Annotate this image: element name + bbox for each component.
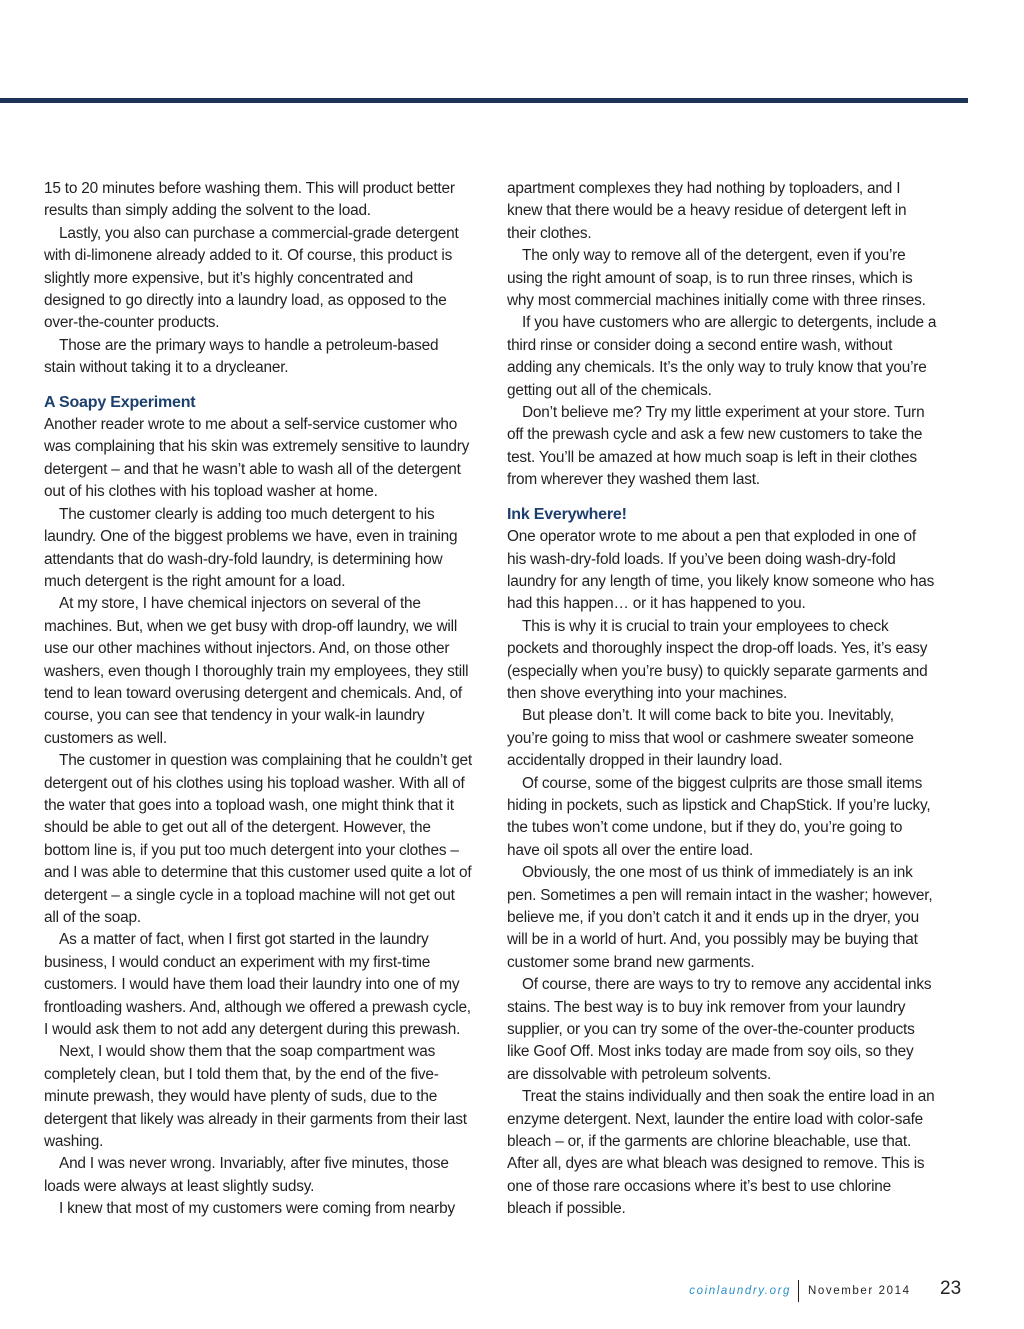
paragraph: This is why it is crucial to train your employees to check pockets and thoroughly inspect the drop-off loads. Yes, it’s easy (especially when you’re busy) to quickly separate garments and then shove everything into your machines.	[507, 617, 928, 702]
paragraph: Of course, some of the biggest culprits are those small items hiding in pockets, such as lipstick and ChapStick. If you’re lucky, the tubes won’t come undone, but if they do, you’re going to have oil spots all over the entire load.	[507, 774, 931, 859]
paragraph: Lastly, you also can purchase a commercial-grade detergent with di-limonene already added to it. Of course, this product is slightly more expensive, but it’s highly concentrated and designed to go directly into a laundry load, as opposed to the over-the-counter products.	[44, 224, 459, 332]
section-heading-ink-everywhere: Ink Everywhere!	[507, 505, 627, 523]
paragraph: Those are the primary ways to handle a petroleum-based stain without taking it to a drycleaner.	[44, 336, 439, 377]
section-heading-soapy-experiment: A Soapy Experiment	[44, 393, 196, 411]
left-column	[44, 178, 472, 1221]
paragraph: Treat the stains individually and then soak the entire load in an enzyme detergent. Next, launder the entire load with color-safe bleach – or, if the garments are chlorine bleachable, use that. After all, dyes are what bleach was designed to remove. This is one of those rare occasions where it’s best to use chlorine bleach if possible.	[507, 1088, 935, 1218]
paragraph: I knew that most of my customers were coming from nearby	[59, 1200, 455, 1218]
header-rule	[0, 98, 968, 103]
paragraph: One operator wrote to me about a pen that exploded in one of his wash-dry-fold loads. If you’ve been doing wash-dry-fold laundry for any length of time, you likely know someone who has had this happen… or it has happened to you.	[507, 528, 935, 613]
page-number: 23	[940, 1278, 962, 1299]
footer-site-link[interactable]: coinlaundry.org	[689, 1285, 791, 1297]
paragraph: apartment complexes they had nothing by toploaders, and I knew that there would be a heavy residue of detergent left in their clothes.	[507, 180, 907, 242]
paragraph: The customer in question was complaining that he couldn’t get detergent out of his clothes using his topload washer. With all of the water that goes into a topload wash, one might think that it should be able to get out all of the detergent. However, the bottom line is, if you put too much detergent into your clothes – and I was able to determine that this customer used quite a lot of detergent – a single cycle in a topload machine will not get out all of the soap.	[44, 752, 472, 926]
paragraph: As a matter of fact, when I first got started in the laundry business, I would conduct an experiment with my first-time customers. I would have them load their laundry into one of my frontloading washers. And, although we offered a prewash cycle, I would ask them to not add any detergent during this prewash.	[44, 931, 471, 1039]
footer-divider	[798, 1280, 799, 1302]
paragraph: Another reader wrote to me about a self-service customer who was complaining that his skin was extremely sensitive to laundry detergent – and that he wasn’t able to wash all of the detergent out of his clothes with his topload washer at home.	[44, 416, 470, 501]
paragraph: 15 to 20 minutes before washing them. This will product better results than simply adding the solvent to the load.	[44, 180, 455, 220]
paragraph: But please don’t. It will come back to bite you. Inevitably, you’re going to miss that wool or cashmere sweater someone accidentally dropped in their laundry load.	[507, 707, 914, 770]
paragraph: The only way to remove all of the detergent, even if you’re using the right amount of soap, is to run three rinses, which is why most commercial machines initially come with three rinses.	[507, 247, 926, 310]
paragraph: Next, I would show them that the soap compartment was completely clean, but I told them that, by the end of the five-minute prewash, they would have plenty of suds, due to the detergent that likely was already in their garments from their last washing.	[44, 1043, 467, 1151]
paragraph: And I was never wrong. Invariably, after five minutes, those loads were always at least slightly sudsy.	[44, 1155, 449, 1195]
paragraph: Of course, there are ways to try to remove any accidental inks stains. The best way is to buy ink remover from your laundry supplier, or you can try some of the over-the-counter products like Goof Off. Most inks today are made from soy oils, so they are dissolvable with petroleum solvents.	[507, 976, 932, 1083]
footer-issue-date: November 2014	[808, 1285, 911, 1297]
paragraph: The customer clearly is adding too much detergent to his laundry. One of the biggest problems we have, even in training attendants that do wash-dry-fold laundry, is determining how much detergent is the right amount for a load.	[44, 505, 458, 590]
paragraph: If you have customers who are allergic to detergents, include a third rinse or consider doing a second entire wash, without adding any chemicals. It’s the only way to truly know that you’re getting out all of the chemicals.	[507, 314, 937, 399]
page-footer	[0, 1280, 1024, 1304]
paragraph: Don’t believe me? Try my little experiment at your store. Turn off the prewash cycle and ask a few new customers to take the test. You’ll be amazed at how much soap is left in their clothes from wherever they washed them last.	[507, 404, 925, 489]
right-column	[507, 178, 937, 1221]
paragraph: Obviously, the one most of us think of immediately is an ink pen. Sometimes a pen will remain intact in the washer; however, believe me, if you don’t catch it and it ends up in the dryer, you will be in a world of hurt. And, you possibly may be buying that customer some brand new garments.	[507, 864, 933, 971]
paragraph: At my store, I have chemical injectors on several of the machines. But, when we get busy with drop-off laundry, we will use our other machines without injectors. And, on those other washers, even though I thoroughly train my employees, they still tend to lean toward overusing detergent and chemicals. And, of course, you can see that tendency in your walk-in laundry customers as well.	[44, 595, 469, 747]
